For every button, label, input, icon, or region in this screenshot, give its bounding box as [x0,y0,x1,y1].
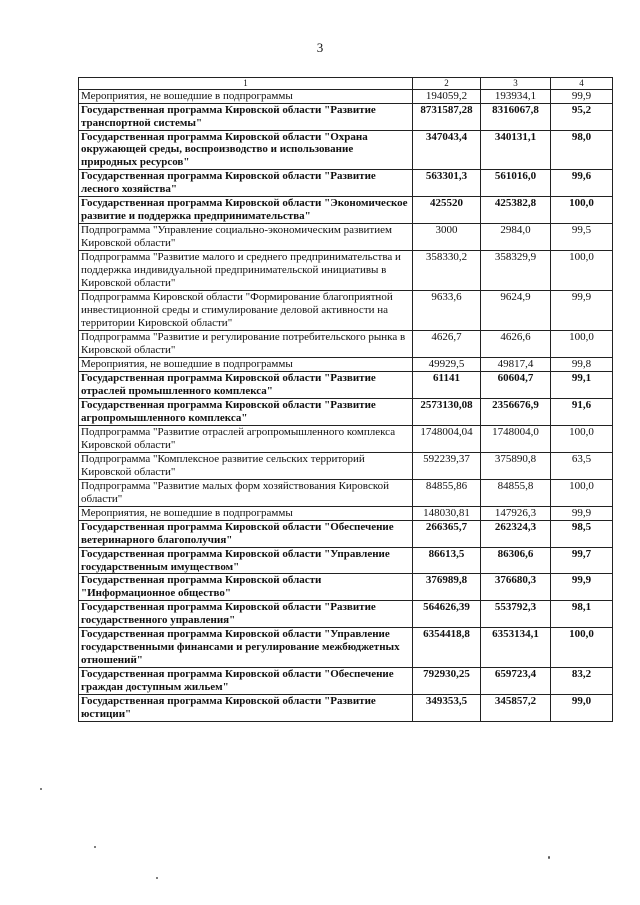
actual-amount-cell: 1748004,0 [481,425,551,452]
program-name-cell: Государственная программа Кировской области "Управление государственными финансами и регулирование межбюджетных отношений" [79,628,413,668]
table-row [79,89,613,103]
execution-percent-cell: 100,0 [551,479,613,506]
actual-amount-cell: 193934,1 [481,89,551,103]
program-name-cell: Подпрограмма Кировской области "Формирование благоприятной инвестиционной среды и стимулирование деловой активности на территории Кировской области" [79,291,413,331]
execution-percent-cell: 83,2 [551,668,613,695]
planned-amount-cell: 2573130,08 [413,398,481,425]
scan-speck [40,788,42,790]
table-row [79,398,613,425]
execution-percent-cell: 99,7 [551,547,613,574]
actual-amount-cell: 345857,2 [481,695,551,722]
table-row [79,224,613,251]
planned-amount-cell: 1748004,04 [413,425,481,452]
planned-amount-cell: 49929,5 [413,357,481,371]
column-number-3: 3 [481,78,551,90]
actual-amount-cell: 425382,8 [481,197,551,224]
program-name-cell: Подпрограмма "Развитие малого и среднего предпринимательства и поддержка индивидуальной предпринимательской инициативы в Кировской области" [79,251,413,291]
program-name-cell: Государственная программа Кировской области "Развитие отраслей промышленного комплекса" [79,371,413,398]
planned-amount-cell: 425520 [413,197,481,224]
table-row [79,371,613,398]
planned-amount-cell: 349353,5 [413,695,481,722]
scan-speck [548,856,550,859]
execution-percent-cell: 99,1 [551,371,613,398]
table-row [79,628,613,668]
actual-amount-cell: 84855,8 [481,479,551,506]
program-name-cell: Государственная программа Кировской области "Обеспечение ветеринарного благополучия" [79,520,413,547]
program-name-cell: Государственная программа Кировской области "Обеспечение граждан доступным жильем" [79,668,413,695]
actual-amount-cell: 659723,4 [481,668,551,695]
actual-amount-cell: 147926,3 [481,506,551,520]
program-name-cell: Подпрограмма "Развитие отраслей агропромышленного комплекса Кировской области" [79,425,413,452]
program-name-cell: Мероприятия, не вошедшие в подпрограммы [79,89,413,103]
execution-percent-cell: 99,9 [551,291,613,331]
program-name-cell: Государственная программа Кировской области "Развитие государственного управления" [79,601,413,628]
planned-amount-cell: 148030,81 [413,506,481,520]
program-name-cell: Мероприятия, не вошедшие в подпрограммы [79,357,413,371]
table-row [79,520,613,547]
execution-percent-cell: 99,8 [551,357,613,371]
actual-amount-cell: 262324,3 [481,520,551,547]
planned-amount-cell: 84855,86 [413,479,481,506]
actual-amount-cell: 8316067,8 [481,103,551,130]
program-name-cell: Государственная программа Кировской области "Развитие юстиции" [79,695,413,722]
table-row [79,695,613,722]
program-name-cell: Подпрограмма "Развитие малых форм хозяйствования Кировской области" [79,479,413,506]
table-row [79,425,613,452]
planned-amount-cell: 358330,2 [413,251,481,291]
table-row [79,291,613,331]
table-row [79,170,613,197]
column-number-1: 1 [79,78,413,90]
planned-amount-cell: 6354418,8 [413,628,481,668]
execution-percent-cell: 99,6 [551,170,613,197]
scan-speck [156,877,158,879]
actual-amount-cell: 6353134,1 [481,628,551,668]
actual-amount-cell: 340131,1 [481,130,551,170]
execution-percent-cell: 100,0 [551,251,613,291]
planned-amount-cell: 266365,7 [413,520,481,547]
table-row [79,547,613,574]
execution-percent-cell: 91,6 [551,398,613,425]
program-name-cell: Подпрограмма "Развитие и регулирование потребительского рынка в Кировской области" [79,331,413,358]
table-row [79,251,613,291]
program-name-cell: Государственная программа Кировской области "Развитие агропромышленного комплекса" [79,398,413,425]
actual-amount-cell: 376680,3 [481,574,551,601]
table-row [79,452,613,479]
planned-amount-cell: 4626,7 [413,331,481,358]
table-row [79,357,613,371]
planned-amount-cell: 564626,39 [413,601,481,628]
actual-amount-cell: 375890,8 [481,452,551,479]
table-row [79,130,613,170]
program-name-cell: Подпрограмма "Управление социально-экономическим развитием Кировской области" [79,224,413,251]
planned-amount-cell: 376989,8 [413,574,481,601]
column-number-2: 2 [413,78,481,90]
execution-percent-cell: 98,1 [551,601,613,628]
page-number: 3 [316,40,324,55]
column-number-header-row [79,78,613,90]
program-name-cell: Мероприятия, не вошедшие в подпрограммы [79,506,413,520]
program-name-cell: Государственная программа Кировской области "Информационное общество" [79,574,413,601]
planned-amount-cell: 194059,2 [413,89,481,103]
planned-amount-cell: 3000 [413,224,481,251]
execution-percent-cell: 100,0 [551,425,613,452]
program-name-cell: Государственная программа Кировской области "Управление государственным имуществом" [79,547,413,574]
actual-amount-cell: 60604,7 [481,371,551,398]
actual-amount-cell: 2356676,9 [481,398,551,425]
execution-percent-cell: 98,5 [551,520,613,547]
actual-amount-cell: 2984,0 [481,224,551,251]
execution-percent-cell: 99,9 [551,89,613,103]
actual-amount-cell: 561016,0 [481,170,551,197]
actual-amount-cell: 86306,6 [481,547,551,574]
execution-percent-cell: 98,0 [551,130,613,170]
actual-amount-cell: 49817,4 [481,357,551,371]
actual-amount-cell: 4626,6 [481,331,551,358]
planned-amount-cell: 8731587,28 [413,103,481,130]
budget-execution-table [78,77,613,722]
table-row [79,668,613,695]
execution-percent-cell: 99,9 [551,506,613,520]
actual-amount-cell: 358329,9 [481,251,551,291]
execution-percent-cell: 63,5 [551,452,613,479]
table-row [79,331,613,358]
actual-amount-cell: 9624,9 [481,291,551,331]
program-name-cell: Государственная программа Кировской области "Развитие транспортной системы" [79,103,413,130]
table-row [79,103,613,130]
table-row [79,197,613,224]
program-name-cell: Государственная программа Кировской области "Экономическое развитие и поддержка предпринимательства" [79,197,413,224]
planned-amount-cell: 61141 [413,371,481,398]
planned-amount-cell: 792930,25 [413,668,481,695]
planned-amount-cell: 347043,4 [413,130,481,170]
scan-speck [94,846,96,848]
planned-amount-cell: 563301,3 [413,170,481,197]
column-number-4: 4 [551,78,613,90]
table-row [79,574,613,601]
planned-amount-cell: 86613,5 [413,547,481,574]
table-row [79,601,613,628]
execution-percent-cell: 95,2 [551,103,613,130]
execution-percent-cell: 99,0 [551,695,613,722]
table-row [79,506,613,520]
execution-percent-cell: 100,0 [551,628,613,668]
execution-percent-cell: 99,5 [551,224,613,251]
planned-amount-cell: 9633,6 [413,291,481,331]
program-name-cell: Государственная программа Кировской области "Развитие лесного хозяйства" [79,170,413,197]
execution-percent-cell: 100,0 [551,197,613,224]
actual-amount-cell: 553792,3 [481,601,551,628]
program-name-cell: Государственная программа Кировской области "Охрана окружающей среды, воспроизводство и использование природных ресурсов" [79,130,413,170]
program-name-cell: Подпрограмма "Комплексное развитие сельских территорий Кировской области" [79,452,413,479]
execution-percent-cell: 100,0 [551,331,613,358]
planned-amount-cell: 592239,37 [413,452,481,479]
table-row [79,479,613,506]
execution-percent-cell: 99,9 [551,574,613,601]
